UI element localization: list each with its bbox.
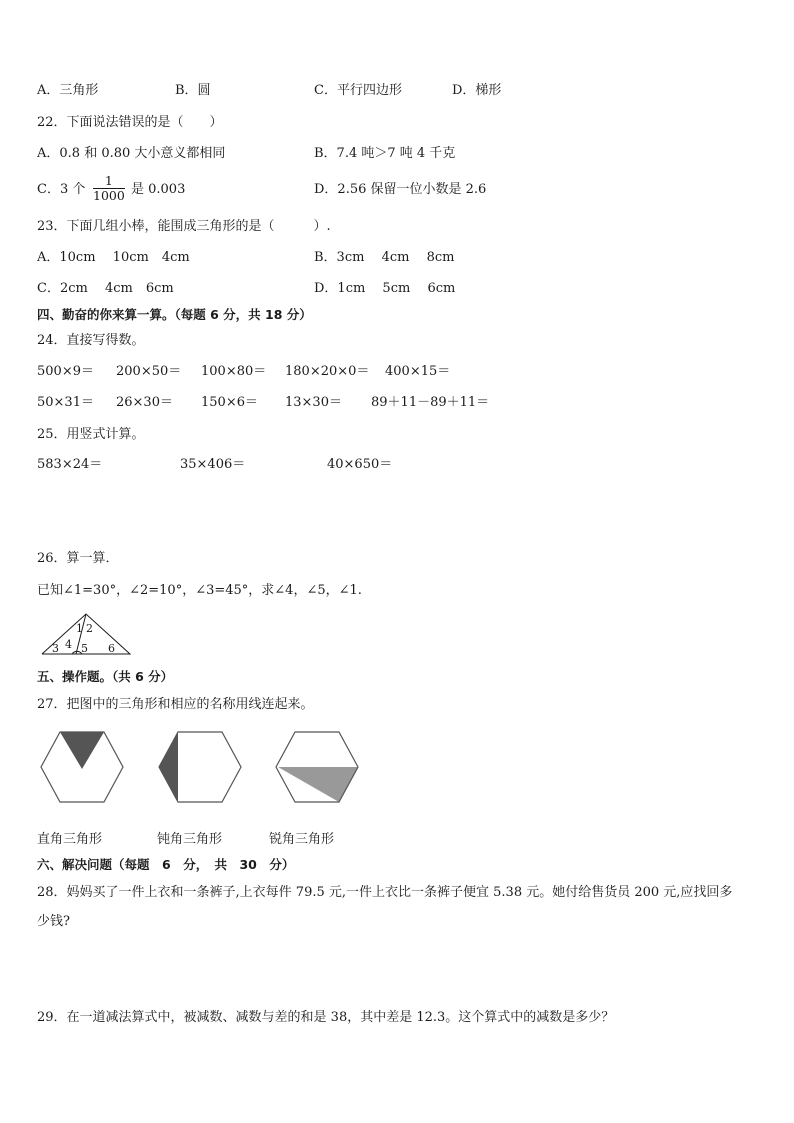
q22-option-c-prefix: C．3 个 [37,182,86,197]
q22-option-a: A．0.8 和 0.80 大小意义都相同 [37,146,226,161]
q23-stem: 23．下面几组小棒，能围成三角形的是（ ）. [37,219,331,234]
q25-stem: 25．用竖式计算。 [37,427,145,442]
q27-stem: 27．把图中的三角形和相应的名称用线连起来。 [37,697,314,712]
shaded-triangle [159,732,178,802]
q22-option-c-suffix: 是 0.003 [131,182,186,197]
q23-option-a: A．10cm 10cm 4cm [37,250,190,265]
q28-text-line2: 少钱? [37,914,70,929]
q26-text: 已知∠1=30°，∠2=10°，∠3=45°，求∠4，∠5，∠1. [37,583,362,598]
angle-label-3: 3 [52,642,59,655]
angle-label-5: 5 [81,642,88,655]
q24-stem: 24．直接写得数。 [37,333,145,348]
q24-item: 400×15＝ [385,364,451,379]
section-4-title: 四、勤奋的你来算一算。（每题 6 分，共 18 分） [37,307,312,322]
angle-label-4: 4 [65,638,72,651]
section-5-title: 五、操作题。（共 6 分） [37,669,174,684]
hexagon-figure-3 [274,729,360,805]
q21-option-c: C．平行四边形 [314,83,402,98]
q27-name-right-triangle: 直角三角形 [37,832,103,847]
hexagon-figure-1 [39,729,125,805]
q24-item: 13×30＝ [285,395,342,410]
q22-stem: 22．下面说法错误的是（ ） [37,115,223,130]
q24-item: 100×80＝ [201,364,267,379]
q24-item: 150×6＝ [201,395,258,410]
q24-item: 89＋11－89＋11＝ [371,395,490,410]
hexagon-figure-2 [157,729,243,805]
q24-item: 200×50＝ [116,364,182,379]
fraction-denominator: 1000 [93,188,125,203]
q21-option-a: A．三角形 [37,83,99,98]
q28-text-line1: 28．妈妈买了一件上衣和一条裤子,上衣每件 79.5 元,一件上衣比一条裤子便宜 5.38 元。她付给售货员 200 元,应找回多 [37,885,733,900]
q26-stem: 26．算一算． [37,551,119,566]
q23-option-d: D．1cm 5cm 6cm [314,281,456,296]
q25-item: 583×24＝ [37,457,103,472]
shaded-triangle [278,767,358,802]
q25-item: 40×650＝ [327,457,393,472]
angle-label-6: 6 [108,642,115,655]
q26-triangle-figure [38,610,138,658]
q24-item: 180×20×0＝ [285,364,370,379]
q27-name-obtuse-triangle: 钝角三角形 [157,832,223,847]
q22-option-d: D．2.56 保留一位小数是 2.6 [314,182,487,197]
angle-label-1: 1 [76,622,83,635]
q27-name-acute-triangle: 锐角三角形 [269,832,335,847]
q24-item: 26×30＝ [116,395,173,410]
q22-option-b: B．7.4 吨＞7 吨 4 千克 [314,146,456,161]
fraction-numerator: 1 [93,174,125,189]
q21-option-d: D．梯形 [452,83,502,98]
q25-item: 35×406＝ [180,457,246,472]
q23-option-b: B．3cm 4cm 8cm [314,250,455,265]
section-6-title: 六、解决问题（每题 6 分， 共 30 分） [37,857,295,872]
q24-item: 50×31＝ [37,395,94,410]
q29-text: 29．在一道减法算式中，被减数、减数与差的和是 38，其中差是 12.3。这个算式中的减数是多少？ [37,1010,615,1025]
q24-item: 500×9＝ [37,364,94,379]
q21-option-b: B．圆 [175,83,211,98]
shaded-triangle [60,732,104,769]
q23-option-c: C．2cm 4cm 6cm [37,281,174,296]
q22-option-c-fraction [93,174,125,203]
angle-label-2: 2 [86,622,93,635]
